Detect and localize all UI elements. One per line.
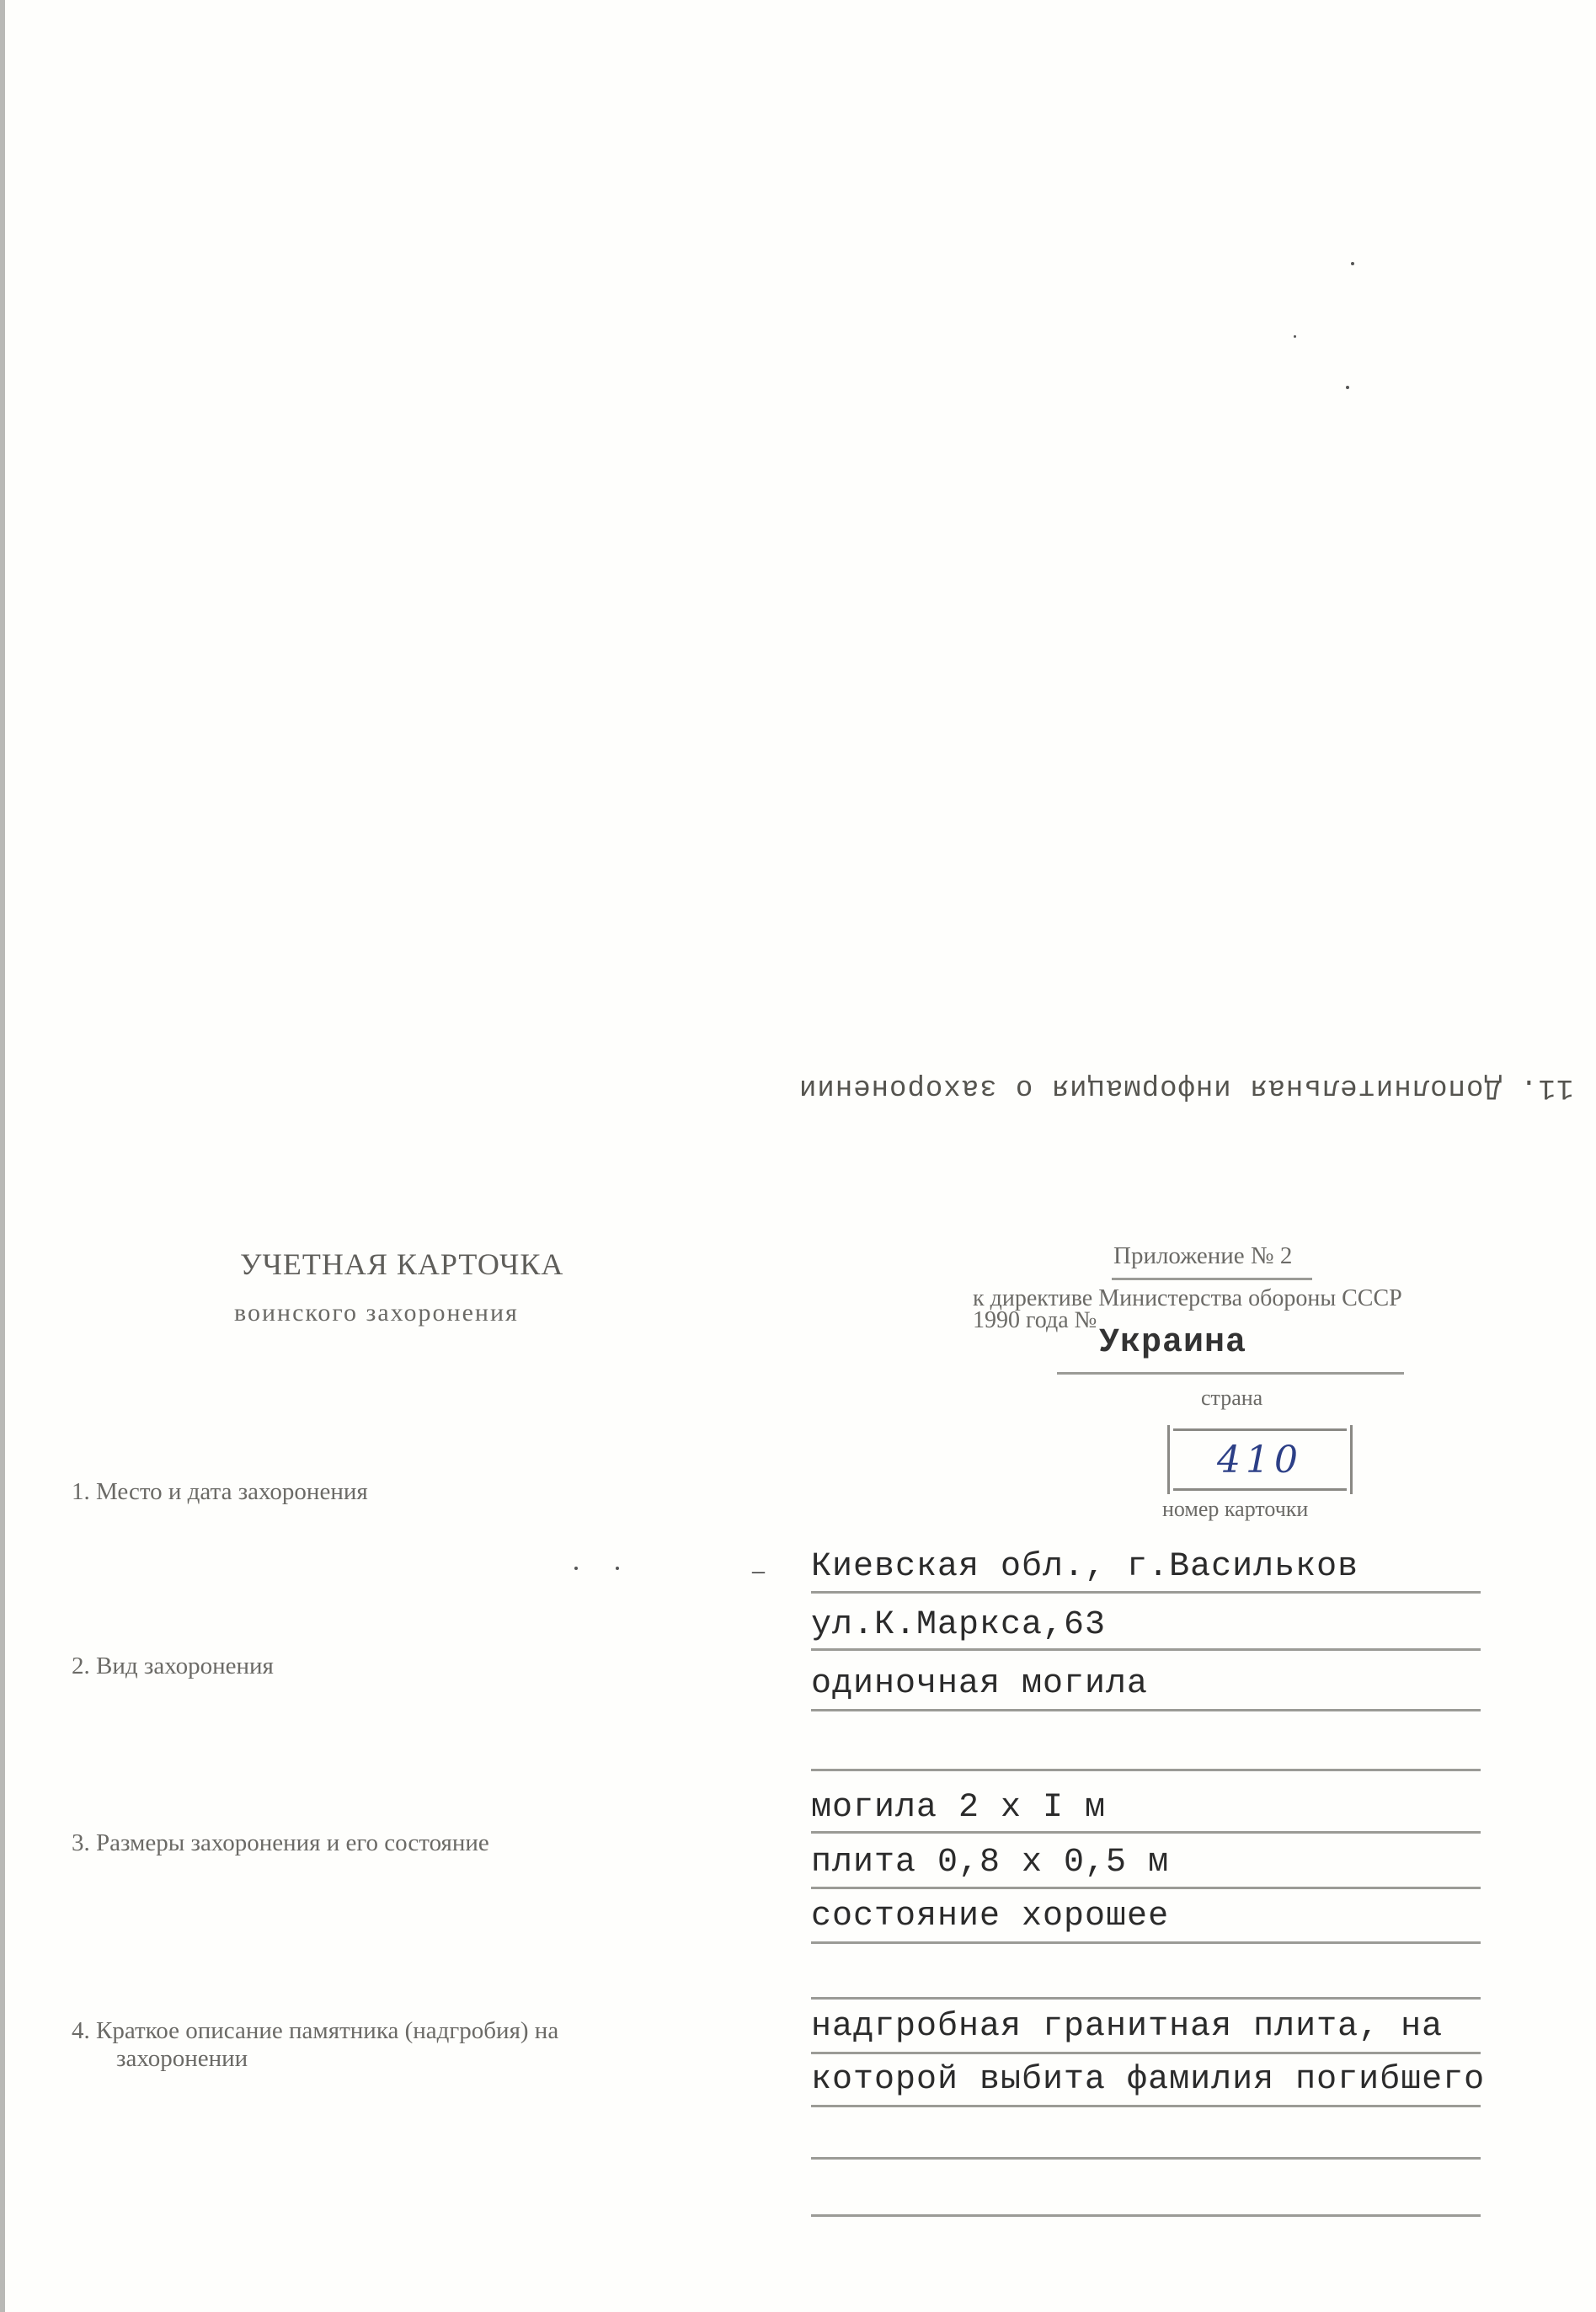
scan-edge [0, 0, 5, 2312]
item-3-value-line-1: могила 2 x I м [811, 1789, 1107, 1827]
appendix-underline [1112, 1278, 1312, 1280]
card-title: УЧЕТНАЯ КАРТОЧКА [240, 1247, 564, 1281]
card-number-box [1167, 1425, 1353, 1494]
item-1-value-line-2: ул.К.Маркса,63 [811, 1606, 1107, 1644]
form-line [811, 1997, 1481, 2000]
form-line [811, 2052, 1481, 2054]
country-value: Украина [1099, 1324, 1247, 1362]
country-caption: страна [1201, 1386, 1263, 1410]
directive-line-1: к директиве Министерства обороны СССР [973, 1285, 1402, 1311]
ink-speck [1294, 335, 1296, 338]
form-line [811, 2214, 1481, 2217]
ink-speck [574, 1567, 578, 1570]
form-line [811, 1887, 1481, 1889]
form-line [811, 1831, 1481, 1834]
form-line [811, 1769, 1481, 1771]
form-line [811, 1591, 1481, 1594]
dash-mark: – [752, 1556, 765, 1584]
item-3-value-line-3: состояние хорошее [811, 1898, 1170, 1936]
ink-speck [1351, 262, 1354, 265]
form-line [811, 1709, 1481, 1711]
form-line [811, 2105, 1481, 2107]
item-3-value-line-2: плита 0,8 x 0,5 м [811, 1844, 1170, 1882]
item-2-value-line-1: одиночная могила [811, 1665, 1149, 1703]
form-line [811, 1648, 1481, 1651]
card-number-value: 410 [1217, 1439, 1303, 1482]
form-line [811, 1941, 1481, 1944]
appendix-label: Приложение № 2 [1113, 1242, 1293, 1269]
country-underline [1057, 1372, 1404, 1375]
directive-line-2: 1990 года № [973, 1307, 1097, 1333]
item-3-label: 3. Размеры захоронения и его состояние [72, 1829, 489, 1856]
item-4-label-line-1: 4. Краткое описание памятника (надгробия) на [72, 2017, 559, 2044]
form-line [811, 2157, 1481, 2160]
item-2-label: 2. Вид захоронения [72, 1653, 274, 1679]
ink-speck [1346, 386, 1349, 389]
item-4-value-line-2: которой выбита фамилия погибшего [811, 2061, 1486, 2099]
card-number-caption: номер карточки [1162, 1497, 1309, 1521]
reverse-side-heading: 11. Дополнительная информация о захоронении [798, 1071, 1574, 1103]
item-1-label: 1. Место и дата захоронения [72, 1478, 368, 1505]
item-1-value-line-1: Киевская обл., г.Васильков [811, 1548, 1359, 1586]
ink-speck [616, 1567, 619, 1570]
item-4-value-line-1: надгробная гранитная плита, на [811, 2008, 1444, 2046]
card-subtitle: воинского захоронения [234, 1299, 519, 1327]
item-4-label-line-2: захоронении [116, 2045, 248, 2072]
